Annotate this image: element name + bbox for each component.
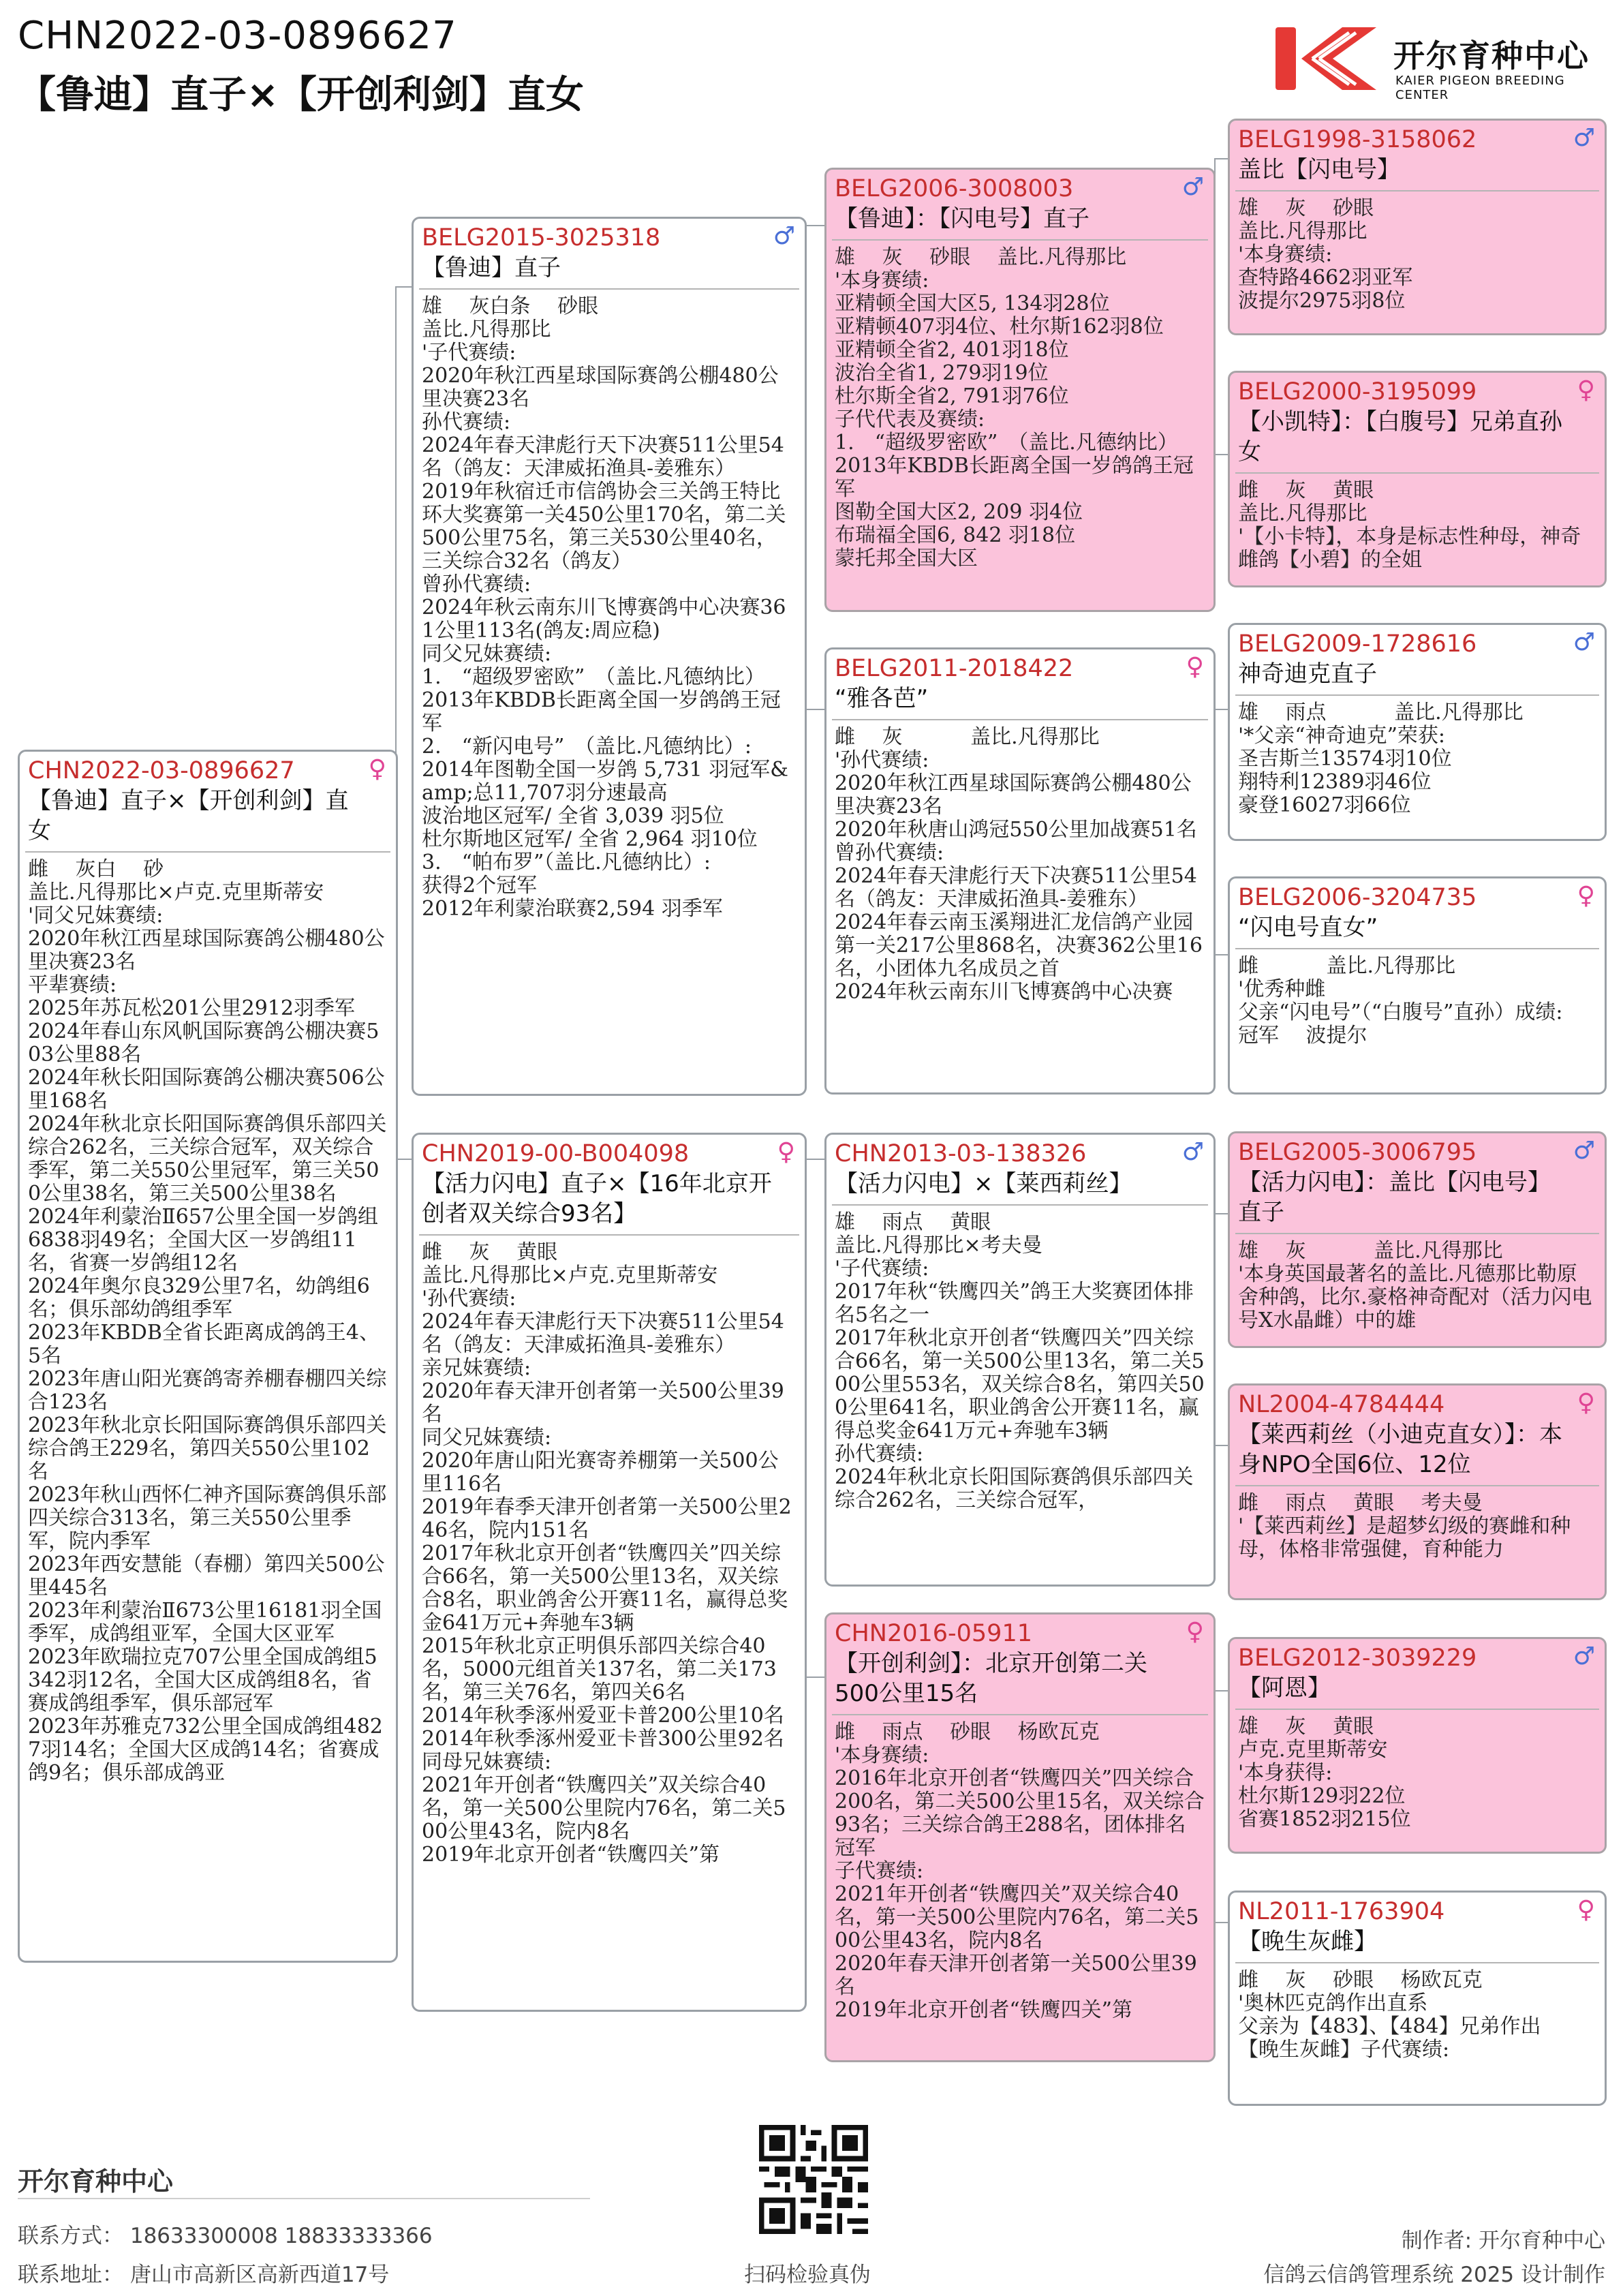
pigeon-name: 【开创利剑】：北京开创第二关500公里15名 (835, 1650, 1147, 1707)
connector-dd-ddd (1214, 1690, 1229, 1923)
connector-subject-sire (395, 286, 413, 751)
ring-id: CHN2016-05911 (835, 1620, 1032, 1647)
ring-id: BELG2012-3039229 (1238, 1644, 1477, 1672)
card-dam-dam[interactable] (824, 1612, 1216, 2062)
connector-ds-dsd (1214, 1213, 1229, 1446)
female-icon: ♀ (1186, 653, 1204, 681)
pigeon-name: 【鲁迪】直子 (422, 254, 561, 281)
footer-maker: 制作者: 开尔育种中心 (1401, 2229, 1605, 2253)
pigeon-details: 雄 灰 砂眼 盖比.凡得那比 '本身赛绩: 查特路4662羽亚军 波提尔2975羽8位 (1238, 196, 1413, 313)
ring-id: CHN2022-03-0896627 (28, 757, 295, 784)
pigeon-details: 雄 灰 砂眼 盖比.凡得那比 '本身赛绩: 亚精顿全国大区5, 134羽28位 亚精顿407羽4位、杜尔斯162羽8位 亚精顿全省2, 401羽18位 波治全省1, 279羽19位 杜尔斯全省2, 791羽76位 子代代表及赛绩: 1. “超级罗密欧” （盖比.凡德纳比） 2013年KBDB长距离全国一岁鸽鸽王冠军 图勒全国大区2, 209 羽4位 布瑞福全国6, 842 羽18位 蒙托邦全国大区 (835, 245, 1194, 570)
card-dam[interactable] (412, 1133, 807, 2012)
male-icon: ♂ (1573, 1137, 1595, 1165)
ring-id: BELG2006-3204735 (1238, 884, 1477, 911)
divider (832, 239, 1208, 241)
card-sire-dam-dam[interactable] (1228, 876, 1607, 1095)
pigeon-details: 雌 灰 黄眼 盖比.凡得那比×卢克.克里斯蒂安 '孙代赛绩: 2024年春天津彪行天下决赛511公里54名（鸽友：天津威拓渔具-姜雅东） 亲兄妹赛绩: 2020年春天津开创者第一关500公里39名 同父兄妹赛绩: 2020年唐山阳光赛寄养棚第一关500公里116名 2019年春季天津开创者第一关500公里246名，院内151名 2017年秋北京开创者“铁鹰四关”四关综合66名，第一关500公里13名，双关综合8名，职业鸽舍公开赛11名，赢得总奖金641万元+奔驰车3辆 2015年秋北京正明俱乐部四关综合40名，5000元组首关137名，第二关173名，第三关76名，第四关6名 2014年秋季涿州爱亚卡普200公里10名 2014年秋季涿州爱亚卡普300公里92名 同母兄妹赛绩: 2021年开创者“铁鹰四关”双关综合40名，第一关500公里院内76名，第二关500公里43名，院内8名 2019年北京开创者“铁鹰四关”第 (422, 1240, 792, 1867)
divider (1235, 1962, 1599, 1963)
card-dam-sire[interactable] (824, 1133, 1216, 1587)
ring-id: BELG2000-3195099 (1238, 378, 1477, 405)
pigeon-details: 雄 灰白条 砂眼 盖比.凡得那比 '子代赛绩: 2020年秋江西星球国际赛鸽公棚480公里决赛23名 孙代赛绩: 2024年春天津彪行天下决赛511公里54名（鸽友：天津威拓渔具-姜雅东） 2019年秋宿迁市信鸽协会三关鸽王特比环大奖赛第一关450公里170名，第二关500公里75名，第三关530公里40名，三关综合32名（鸽友） 曾孙代赛绩: 2024年秋云南东川飞博赛鸽中心决赛361公里113名(鸽友:周应稳) 同父兄妹赛绩: 1. “超级罗密欧” （盖比.凡德纳比） 2013年KBDB长距离全国一岁鸽鸽王冠军 2. “新闪电号” （盖比.凡德纳比）: 2014年图勒全国一岁鸽 5,731 羽冠军&amp;总11,707羽分速最高 波治地区冠军/ 全省 3,039 羽5位 杜尔斯地区冠军/ 全省 2,964 羽10位 3. “帕布罗”（盖比.凡德纳比）: 获得2个冠军 2012年利蒙治联赛2,594 羽季军 (422, 294, 789, 921)
female-icon: ♀ (777, 1138, 795, 1166)
pigeon-name: 【活力闪电】×【莱西莉丝】 (835, 1170, 1132, 1197)
pigeon-details: 雄 雨点 盖比.凡得那比 '*父亲“神奇迪克”荣获: 圣吉斯兰13574羽10位 翔特利12389羽46位 豪登16027羽66位 (1238, 701, 1524, 817)
pigeon-details: 雌 灰 砂眼 杨欧瓦克 '奥林匹克鸽作出直系 父亲为【483】、【484】兄弟作出 【晚生灰雌】子代赛绩: (1238, 1968, 1541, 2062)
pigeon-name: 【晚生灰雌】 (1238, 1928, 1377, 1955)
divider (1235, 1485, 1599, 1486)
card-sire-sire-dam[interactable] (1228, 371, 1607, 587)
female-icon: ♀ (1577, 882, 1595, 910)
pigeon-details: 雌 盖比.凡得那比 '优秀种雌 父亲“闪电号”（“白腹号”直孙）成绩: 冠军 波提尔 (1238, 954, 1563, 1047)
divider (832, 1714, 1208, 1715)
male-icon: ♂ (1573, 124, 1595, 152)
ring-id: NL2004-4784444 (1238, 1391, 1445, 1418)
card-sire-dam-sire[interactable] (1228, 623, 1607, 841)
male-icon: ♂ (1181, 1138, 1204, 1166)
female-icon: ♀ (1577, 376, 1595, 404)
ring-id: BELG2015-3025318 (422, 224, 661, 251)
female-icon: ♀ (1577, 1389, 1595, 1417)
divider (1235, 694, 1599, 696)
ring-id: NL2011-1763904 (1238, 1898, 1445, 1925)
card-sire-sire[interactable] (824, 168, 1216, 612)
card-sire-sire-sire[interactable] (1228, 119, 1607, 335)
pigeon-name: “雅各芭” (835, 685, 929, 712)
pigeon-details: 雌 灰白 砂 盖比.凡得那比×卢克.克里斯蒂安 '同父兄妹赛绩: 2020年秋江西星球国际赛鸽公棚480公里决赛23名 平辈赛绩: 2025年苏瓦松201公里2912羽季军 2024年春山东风帆国际赛鸽公棚决赛503公里88名 2024年秋长阳国际赛鸽公棚决赛506公里168名 2024年秋北京长阳国际赛鸽俱乐部四关综合262名，三关综合冠军，双关综合季军，第二关550公里冠军，第三关500公里38名，第三关500公里38名 2024年利蒙治Ⅱ657公里全国一岁鸽组6838羽49名；全国大区一岁鸽组11名，省赛一岁鸽组12名 2024年奥尔良329公里7名，幼鸽组6名；俱乐部幼鸽组季军 2023年KBDB全省长距离成鸽鸽王4、5名 2023年唐山阳光赛鸽寄养棚春棚四关综合123名 2023年秋北京长阳国际赛鸽俱乐部四关综合鸽王229名，第四关550公里102名 2023年秋山西怀仁神齐国际赛鸽俱乐部四关综合313名，第三关550公里季军，院内季军 2023年西安慧能（春棚）第四关500公里445名 2023年利蒙治Ⅱ673公里16181羽全国季军，成鸽组亚军，全国大区亚军 2023年欧瑞拉克707公里全国成鸽组5342羽12名，全国大区成鸽组8名，省赛成鸽组季军，俱乐部冠军 2023年苏雅克732公里全国成鸽组4827羽14名；全国大区成鸽14名；省赛成鸽9名；俱乐部成鸽亚 (28, 857, 387, 1785)
footer-address: 联系地址： 唐山市高新区高新西道17号 (18, 2263, 390, 2287)
male-icon: ♂ (1181, 173, 1204, 201)
ring-id: CHN2013-03-138326 (835, 1140, 1087, 1167)
brand-name-cn: 开尔育种中心 (1393, 37, 1590, 74)
footer-phone: 联系方式： 18633300008 18833333366 (18, 2224, 433, 2248)
footer-system: 信鸽云信鸽管理系统 2025 设计制作 (1263, 2263, 1605, 2287)
divider (832, 719, 1208, 720)
pigeon-name: 【活力闪电】：盖比【闪电号】直子 (1238, 1169, 1551, 1226)
footer-company: 开尔育种中心 (18, 2167, 174, 2196)
divider (1235, 1709, 1599, 1710)
ring-id: BELG1998-3158062 (1238, 126, 1477, 153)
pigeon-name: 【鲁迪】直子×【开创利剑】直女 (28, 787, 349, 844)
female-icon: ♀ (368, 755, 386, 783)
male-icon: ♂ (1573, 1642, 1595, 1670)
divider (419, 1234, 799, 1236)
pigeon-name: 盖比【闪电号】 (1238, 156, 1400, 183)
pigeon-details: 雌 雨点 砂眼 杨欧瓦克 '本身赛绩: 2016年北京开创者“铁鹰四关”四关综合200名，第二关500公里15名，双关综合93名；三关综合鸽王288名，团体排名冠军 子代赛绩: 2021年开创者“铁鹰四关”双关综合40名，第一关500公里院内76名，第二关500公里43名，院内8名 2020年春天津开创者第一关500公里39名 2019年北京开创者“铁鹰四关”第 (835, 1720, 1205, 2022)
pigeon-name: 【活力闪电】直子×【16年北京开创者双关综合93名】 (422, 1170, 772, 1227)
connector-ss-sss (1214, 158, 1229, 237)
card-subject[interactable] (18, 750, 398, 1963)
pigeon-name: 【鲁迪】：【闪电号】直子 (835, 205, 1089, 232)
card-dam-dam-dam[interactable] (1228, 1891, 1607, 2106)
connector-dam-ds (804, 1159, 826, 1214)
qr-code-icon[interactable] (759, 2125, 868, 2234)
male-icon: ♂ (1573, 628, 1595, 656)
divider (419, 288, 799, 290)
card-dam-sire-sire[interactable] (1228, 1131, 1607, 1348)
connector-sd-sdd (1214, 709, 1229, 955)
divider (1235, 1233, 1599, 1234)
pigeon-details: 雌 雨点 黄眼 考夫曼 '【莱西莉丝】是超梦幻级的赛雌和种母，体格非常强健，育种能力 (1238, 1491, 1571, 1561)
qr-caption: 扫码检验真伪 (744, 2263, 871, 2287)
male-icon: ♂ (773, 222, 795, 250)
connector-ss-ssd (1214, 236, 1229, 455)
pigeon-name: “闪电号直女” (1238, 914, 1378, 941)
ring-id: CHN2019-00-B004098 (422, 1140, 690, 1167)
divider (1235, 948, 1599, 949)
divider (25, 851, 390, 853)
pigeon-details: 雄 灰 盖比.凡得那比 '本身英国最著名的盖比.凡德那比勒原舍种鸽，比尔.豪格神奇配对（活力闪电号X水晶雌）中的雄 (1238, 1239, 1592, 1332)
pedigree-title: 【鲁迪】直子×【开创利剑】直女 (18, 73, 584, 117)
pigeon-name: 神奇迪克直子 (1238, 660, 1377, 688)
pigeon-details: 雄 雨点 黄眼 盖比.凡得那比×考夫曼 '子代赛绩: 2017年秋“铁鹰四关”鸽王大奖赛团体排名5名之一 2017年秋北京开创者“铁鹰四关”四关综合66名，第一关500公里13名，第二关500公里553名，双关综合8名，第四关500公里641名，职业鸽舍公开赛11名，赢得总奖金641万元+奔驰车3辆 孙代赛绩: 2024年秋北京长阳国际赛鸽俱乐部四关综合262名，三关综合冠军， (835, 1210, 1205, 1512)
card-sire[interactable] (412, 217, 807, 1096)
ring-id: BELG2009-1728616 (1238, 630, 1477, 658)
card-sire-dam[interactable] (824, 647, 1216, 1095)
brand-name-en: KAIER PIGEON BREEDING CENTER (1395, 74, 1565, 102)
card-dam-sire-dam[interactable] (1228, 1383, 1607, 1600)
connector-sire-sd (804, 313, 826, 710)
female-icon: ♀ (1186, 1618, 1204, 1646)
ring-id: BELG2011-2018422 (835, 655, 1074, 682)
ring-id-heading: CHN2022-03-0896627 (18, 14, 457, 58)
divider (832, 1204, 1208, 1206)
ring-id: BELG2006-3008003 (835, 175, 1074, 202)
pigeon-name: 【阿恩】 (1238, 1674, 1331, 1702)
footer-divider (18, 2198, 590, 2199)
female-icon: ♀ (1577, 1896, 1595, 1924)
pigeon-name: 【小凯特】：【白腹号】兄弟直孙女 (1238, 408, 1562, 465)
pigeon-details: 雄 灰 黄眼 卢克.克里斯蒂安 '本身获得: 杜尔斯129羽22位 省赛1852羽215位 (1238, 1715, 1411, 1831)
pigeon-name: 【莱西莉丝（小迪克直女）】：本身NPO全国6位、12位 (1238, 1421, 1562, 1478)
kaier-logo-icon (1274, 25, 1383, 93)
pigeon-details: 雌 灰 黄眼 盖比.凡得那比 '【小卡特】，本身是标志性种母，神奇雌鸽【小碧】的全姐 (1238, 478, 1581, 572)
divider (1235, 190, 1599, 192)
pigeon-details: 雌 灰 盖比.凡得那比 '孙代赛绩: 2020年秋江西星球国际赛鸽公棚480公里决赛23名 2020年秋唐山鸿冠550公里加战赛51名 曾孙代赛绩: 2024年春天津彪行天下决赛511公里54名（鸽友：天津威拓渔具-姜雅东） 2024年春云南玉溪翔进汇龙信鸽产业园第一关217公里868名，决赛362公里16名，小团体九名成员之首 2024年秋云南东川飞博赛鸽中心决赛 (835, 725, 1203, 1004)
connector-sire-ss (804, 225, 826, 315)
connector-dam-dd (804, 1213, 826, 1678)
card-dam-dam-sire[interactable] (1228, 1637, 1607, 1854)
divider (1235, 472, 1599, 474)
brand-logo (1274, 25, 1608, 102)
ring-id: BELG2005-3006795 (1238, 1139, 1477, 1166)
